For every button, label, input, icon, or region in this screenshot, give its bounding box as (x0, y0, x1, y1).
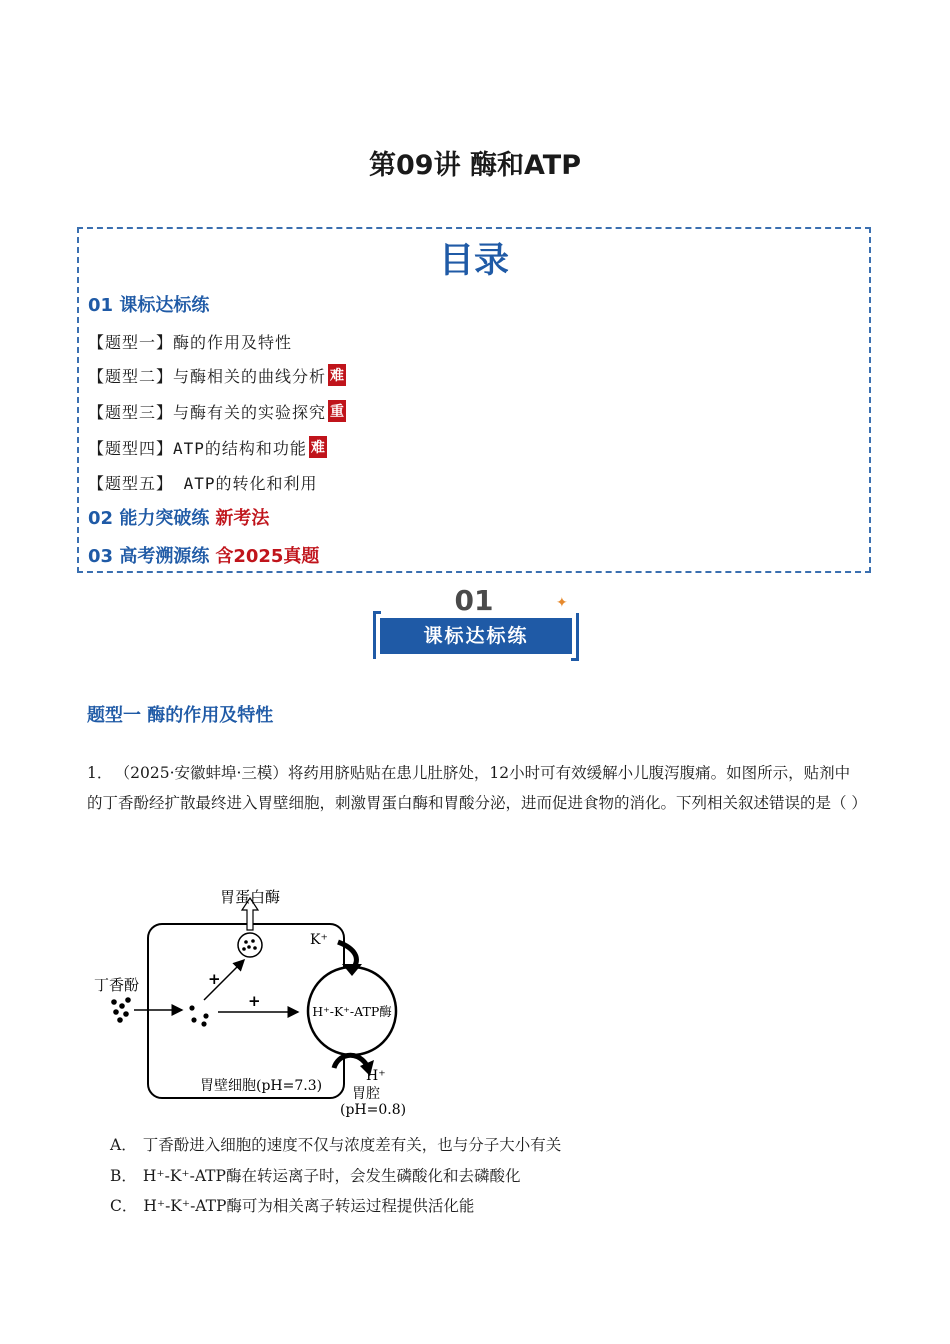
difficulty-badge: 难 (309, 436, 327, 458)
toc-section-2[interactable] (88, 504, 269, 530)
option-c[interactable] (110, 1194, 474, 1216)
option-label: A． (110, 1136, 137, 1154)
proton-label: H⁺ (366, 1068, 386, 1084)
toc-section-3[interactable] (88, 542, 319, 568)
toc-item-label: 【题型四】ATP的结构和功能 (88, 439, 307, 458)
toc-section-tag: 新考法 (215, 508, 270, 529)
lumen-ph-label: (pH=0.8) (340, 1102, 407, 1118)
option-b[interactable] (110, 1164, 520, 1186)
toc-section-label: 02 能力突破练 (88, 508, 210, 529)
toc-item-label: 【题型三】与酶有关的实验探究 (88, 403, 327, 422)
toc-section-tag: 含2025真题 (215, 546, 320, 567)
enzyme-label: H⁺-K⁺-ATP酶 (312, 1004, 392, 1019)
sparkle-icon: ✦ (556, 595, 568, 611)
plus-sign-1: + (208, 970, 221, 988)
eugenol-label: 丁香酚 (94, 976, 140, 994)
potassium-label: K⁺ (310, 932, 328, 948)
table-of-contents (77, 227, 871, 573)
toc-item[interactable] (88, 436, 327, 459)
page-title: 第09讲 酶和ATP (369, 150, 581, 181)
question-type-heading: 题型一 酶的作用及特性 (87, 705, 274, 726)
question-number: 1． (87, 764, 113, 782)
option-text: 丁香酚进入细胞的速度不仅与浓度差有关，也与分子大小有关 (142, 1136, 562, 1154)
option-text: H⁺-K⁺-ATP酶可为相关离子转运过程提供活化能 (143, 1197, 475, 1215)
lumen-label: 胃腔 (352, 1086, 380, 1102)
question-text: （2025·安徽蚌埠·三模）将药用脐贴贴在患儿肚脐处，12小时可有效缓解小儿腹泻腹痛。如图所示，贴剂中的丁香酚经扩散最终进入胃壁细胞，刺激胃蛋白酶和胃酸分泌，进而促进食物的消化。下列相关叙述错误的是（ ） (87, 764, 867, 812)
pepsin-label: 胃蛋白酶 (219, 888, 281, 906)
option-a[interactable] (110, 1133, 561, 1155)
toc-item[interactable] (88, 330, 292, 353)
toc-section-1[interactable]: 01 课标达标练 (88, 295, 210, 316)
banner-number: 01 (454, 584, 494, 617)
toc-item[interactable] (88, 400, 346, 423)
cell-diagram (90, 880, 420, 1120)
option-text: H⁺-K⁺-ATP酶在转运离子时，会发生磷酸化和去磷酸化 (142, 1167, 521, 1185)
cell-label: 胃壁细胞(pH=7.3) (200, 1078, 323, 1094)
banner-label: 课标达标练 (423, 625, 529, 647)
banner-bracket-right (571, 613, 579, 661)
toc-item-label: 【题型一】酶的作用及特性 (88, 333, 293, 352)
vesicle (238, 933, 262, 957)
toc-item[interactable] (88, 364, 346, 387)
section-banner (370, 583, 582, 663)
toc-section-label: 03 高考溯源练 (88, 546, 210, 567)
toc-item-label: 【题型五】 ATP的转化和利用 (88, 474, 318, 493)
toc-heading: 目录 (438, 241, 509, 281)
plus-sign-2: + (248, 992, 261, 1010)
option-label: B． (110, 1167, 137, 1185)
difficulty-badge: 难 (328, 364, 346, 386)
question-stem (87, 758, 867, 818)
importance-badge: 重 (328, 400, 346, 422)
toc-item-label: 【题型二】与酶相关的曲线分析 (88, 367, 327, 386)
option-label: C． (110, 1197, 138, 1215)
toc-item[interactable] (88, 471, 318, 494)
